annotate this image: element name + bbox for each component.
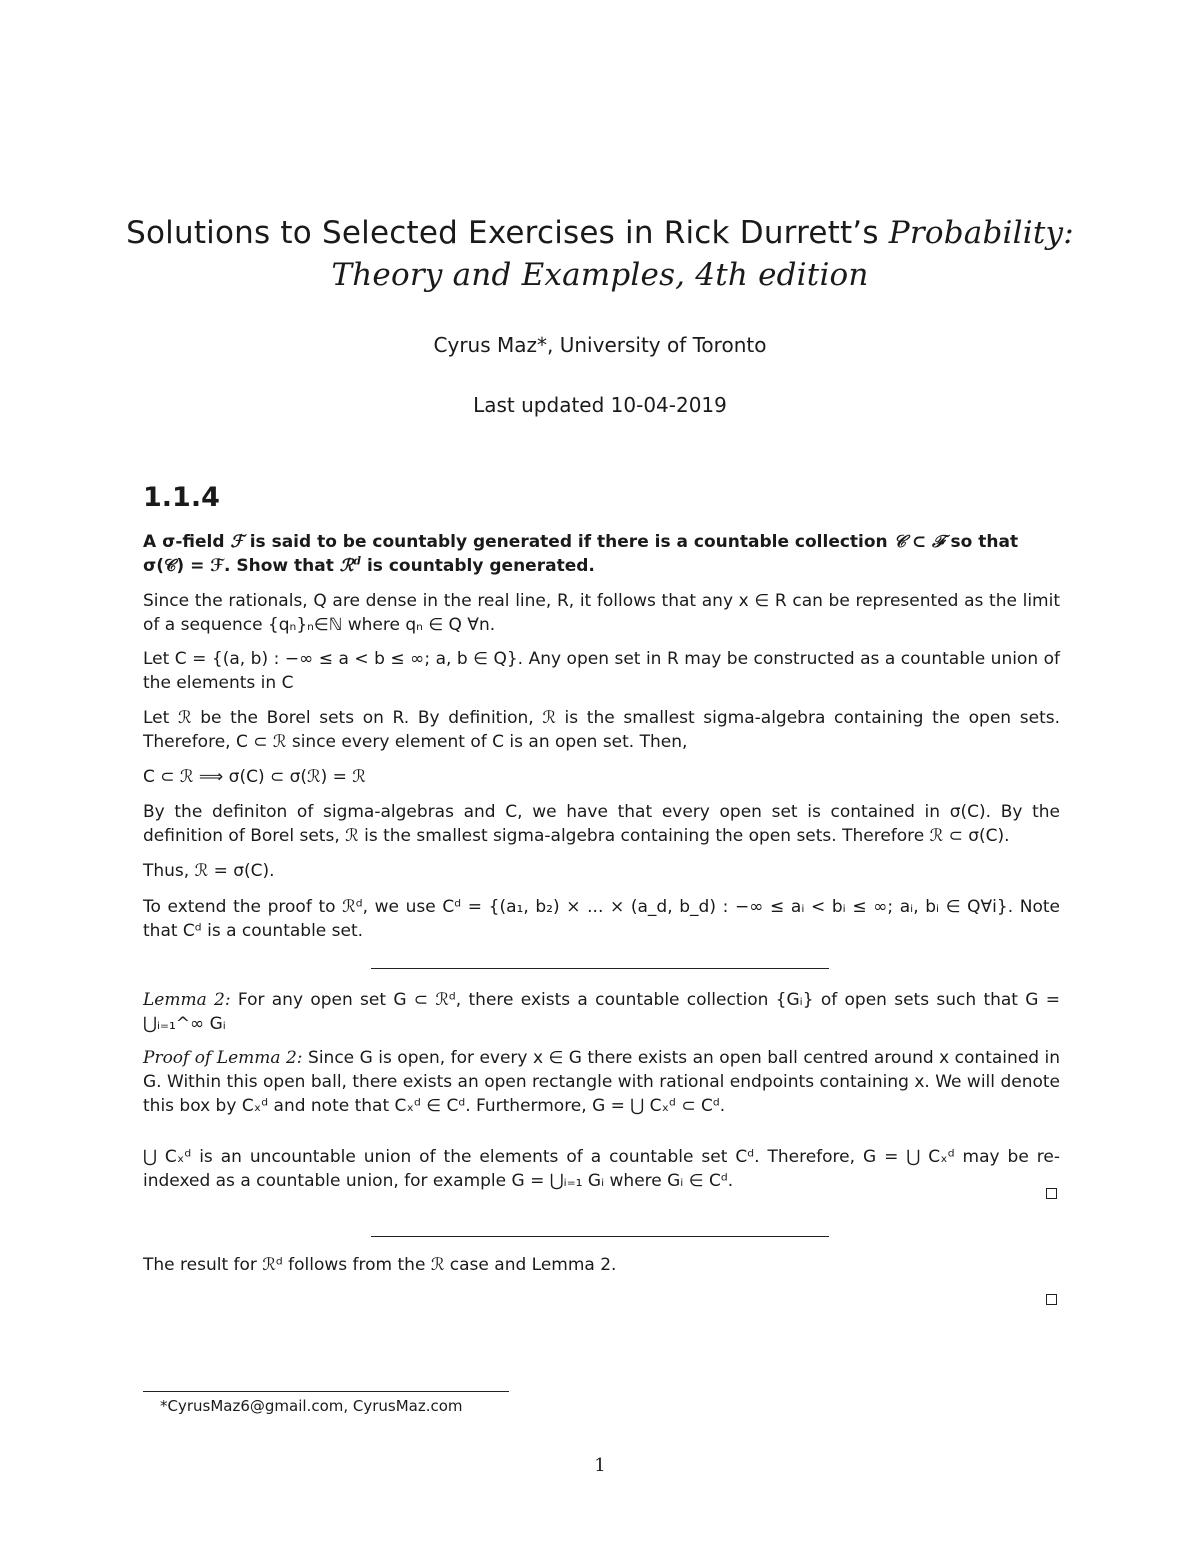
lemma-proof bbox=[143, 1046, 1060, 1118]
section-heading: 1.1.4 bbox=[143, 482, 220, 513]
problem-text-1: A σ-field bbox=[143, 532, 231, 552]
lemma-label: Lemma 2: bbox=[143, 990, 231, 1010]
qed-square-icon bbox=[1046, 1294, 1057, 1305]
proof-text: Since G is open, for every x ∈ G there exists an open ball centred around x contained in G. Within this open ball, there exists an open rectangle with rational endpoints containing x. We will denote this box by Cₓᵈ and note that Cₓᵈ ∈ Cᵈ. Furthermore, G = ⋃ Cₓᵈ ⊂ Cᵈ. bbox=[143, 1048, 1061, 1116]
problem-statement bbox=[143, 530, 1060, 578]
paragraph-definition: By the definiton of sigma-algebras and C, we have that every open set is contained in σ(C). By the definition of Borel sets, ℛ is the smallest sigma-algebra containing the open sets. Therefore ℛ ⊂ σ(C). bbox=[143, 802, 1060, 846]
paragraph-rationals: Since the rationals, Q are dense in the real line, R, it follows that any x ∈ R can be represented as the limit of a sequence {qₙ}ₙ∈ℕ where qₙ ∈ Q ∀n. bbox=[143, 591, 1060, 635]
problem-text-3: so that bbox=[944, 532, 1019, 552]
last-updated: Last updated 10-04-2019 bbox=[473, 393, 727, 417]
footnote-rule bbox=[143, 1391, 509, 1392]
horizontal-rule-2 bbox=[371, 1236, 829, 1237]
lemma-text: For any open set G ⊂ ℛᵈ, there exists a countable collection {Gᵢ} of open sets such that G = ⋃ᵢ₌₁^∞ Gᵢ bbox=[143, 990, 1060, 1034]
lemma-statement bbox=[143, 988, 1060, 1036]
title-italic-2: Theory and Examples, 4th edition bbox=[331, 257, 869, 293]
title-italic-1: Probability: bbox=[888, 215, 1074, 251]
problem-text-5: is countably generated. bbox=[361, 556, 595, 576]
footnote: *CyrusMaz6@gmail.com, CyrusMaz.com bbox=[160, 1397, 463, 1415]
paper-title bbox=[0, 212, 1200, 296]
math-F: ℱ bbox=[230, 532, 244, 552]
paragraph-conclusion: The result for ℛᵈ follows from the ℛ case and Lemma 2. bbox=[143, 1255, 617, 1275]
horizontal-rule-1 bbox=[371, 968, 829, 969]
lemma-proof-continued: ⋃ Cₓᵈ is an uncountable union of the elements of a countable set Cᵈ. Therefore, G = ⋃ Cₓᵈ may be re-indexed as a countable union, for example G = ⋃ᵢ₌₁ Gᵢ where Gᵢ ∈ Cᵈ. bbox=[143, 1147, 1060, 1191]
math-Rd: ℛ$^d$ bbox=[339, 554, 362, 576]
paragraph-borel: Let ℛ be the Borel sets on R. By definition, ℛ is the smallest sigma-algebra containing the open sets. Therefore, C ⊂ ℛ since every element of C is an open set. Then, bbox=[143, 708, 1060, 752]
math-C-subset-F: 𝒞 ⊂ ℱ bbox=[893, 532, 945, 552]
paragraph-extend: To extend the proof to ℛᵈ, we use Cᵈ = {(a₁, b₂) × ... × (a_d, b_d) : −∞ ≤ aᵢ < bᵢ ≤ ∞; aᵢ, bᵢ ∈ Q∀i}. Note that Cᵈ is a countable set. bbox=[143, 897, 1060, 941]
title-part-1: Solutions to Selected Exercises in Rick Durrett’s bbox=[126, 215, 889, 251]
paragraph-thus: Thus, ℛ = σ(C). bbox=[143, 861, 275, 881]
proof-label: Proof of Lemma 2: bbox=[143, 1048, 303, 1068]
author-line: Cyrus Maz*, University of Toronto bbox=[433, 333, 767, 357]
paragraph-define-C: Let C = {(a, b) : −∞ ≤ a < b ≤ ∞; a, b ∈ Q}. Any open set in R may be constructed as a countable union of the elements in C bbox=[143, 649, 1060, 693]
page-number: 1 bbox=[594, 1455, 606, 1476]
qed-square-icon bbox=[1046, 1188, 1057, 1199]
problem-text-2: is said to be countably generated if there is a countable collection bbox=[243, 532, 894, 552]
paragraph-implication: C ⊂ ℛ ⟹ σ(C) ⊂ σ(ℛ) = ℛ bbox=[143, 767, 366, 787]
problem-text-4: σ(𝒞) = ℱ. Show that bbox=[143, 556, 340, 576]
